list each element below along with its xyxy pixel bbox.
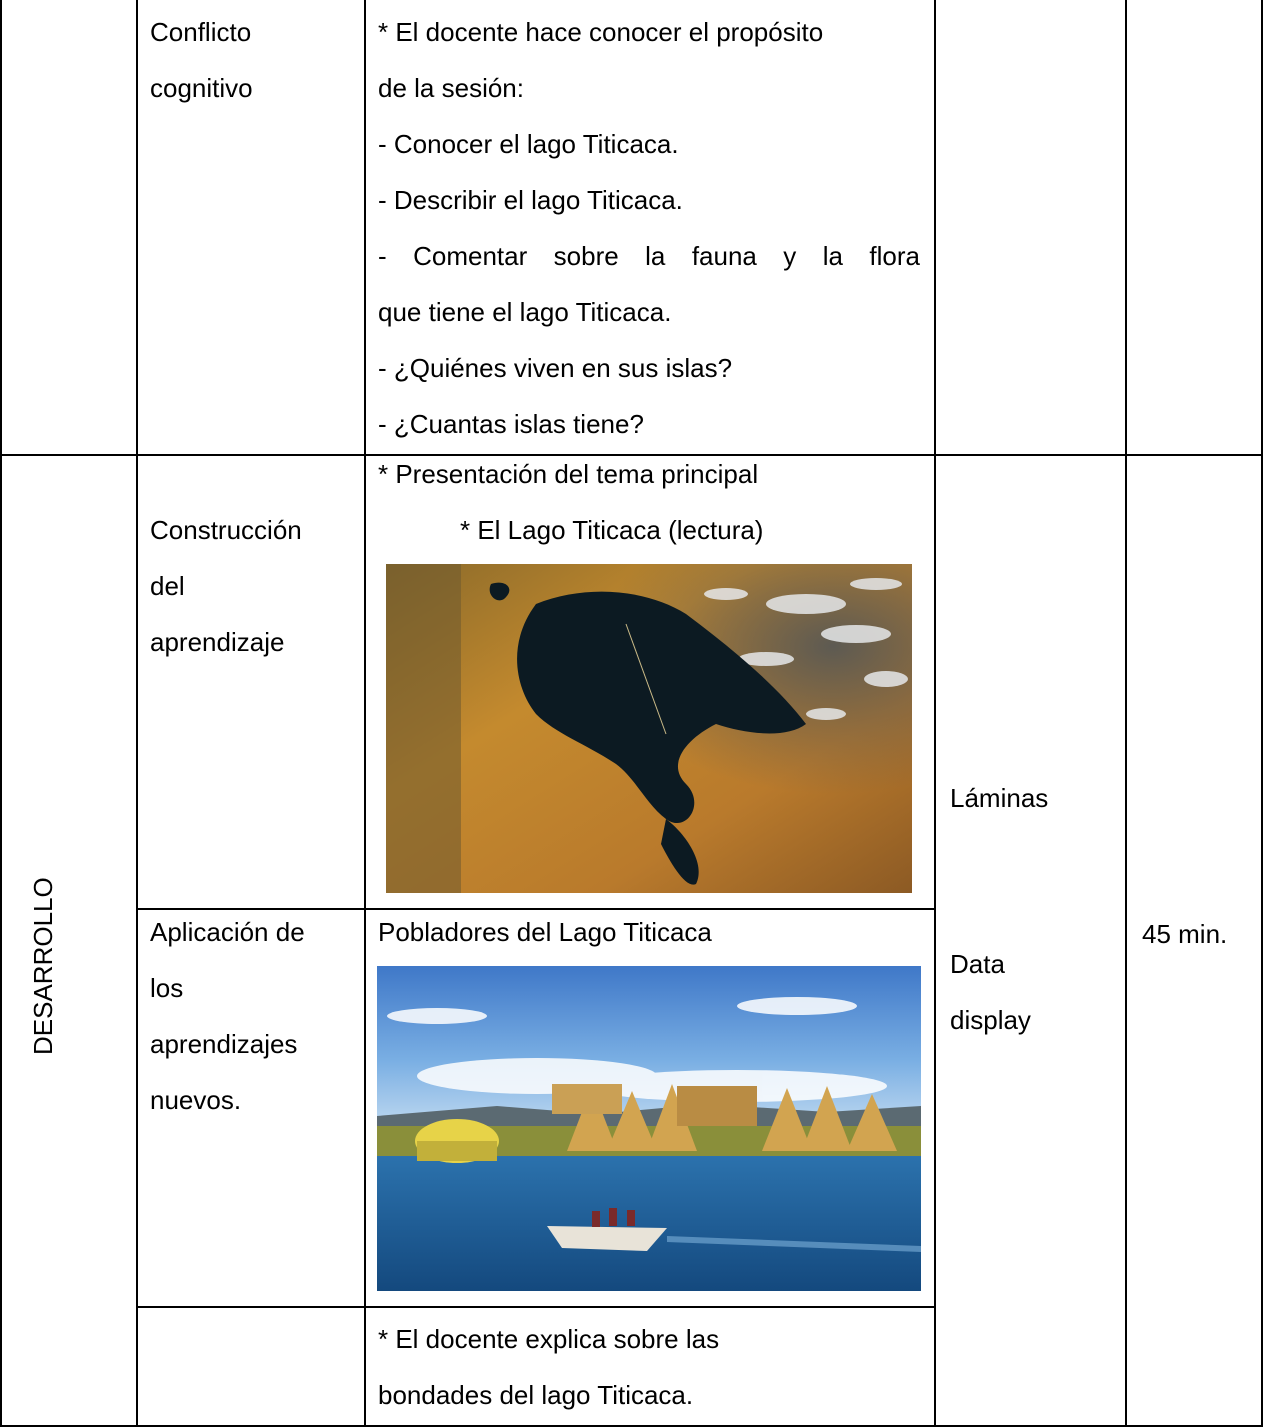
activity-line: * El docente explica sobre las <box>378 1324 720 1354</box>
stage-label-line: Aplicación de <box>150 917 305 947</box>
stage-label-line: nuevos. <box>150 1085 242 1115</box>
activity-line: - Comentar sobre la fauna y la flora <box>378 241 920 271</box>
table-border-col1 <box>136 0 138 1427</box>
activity-line: bondades del lago Titicaca. <box>378 1380 694 1410</box>
resource-item: display <box>950 1005 1031 1035</box>
lake-titicaca-satellite-image <box>386 564 912 893</box>
time-value: 45 min. <box>1142 919 1228 949</box>
activity-line: * El docente hace conocer el propósito <box>378 17 824 47</box>
stage-label-line: Construcción <box>150 515 302 545</box>
stage-label-line: Conflicto <box>150 17 252 47</box>
row-divider-3 <box>136 1306 936 1308</box>
table-border-col2 <box>364 0 366 1427</box>
activity-line: - Conocer el lago Titicaca. <box>378 129 679 159</box>
table-border-col4 <box>1125 0 1127 1427</box>
phase-label: DESARROLLO <box>28 877 58 1055</box>
activity-line: - ¿Quiénes viven en sus islas? <box>378 353 733 383</box>
activity-line: * El Lago Titicaca (lectura) <box>460 515 764 545</box>
resource-item: Data <box>950 949 1005 979</box>
activity-line: de la sesión: <box>378 73 524 103</box>
activity-line: * Presentación del tema principal <box>378 459 759 489</box>
activity-line: Pobladores del Lago Titicaca <box>378 917 712 947</box>
stage-label-line: aprendizajes <box>150 1029 298 1059</box>
table-border-col3 <box>934 0 936 1427</box>
activity-line: - ¿Cuantas islas tiene? <box>378 409 644 439</box>
stage-label-line: cognitivo <box>150 73 253 103</box>
stage-label-line: del <box>150 571 185 601</box>
activity-line: - Describir el lago Titicaca. <box>378 185 683 215</box>
table-border-left <box>0 0 2 1427</box>
uros-islands-photo <box>377 966 921 1291</box>
resource-item: Láminas <box>950 783 1049 813</box>
stage-label-line: aprendizaje <box>150 627 285 657</box>
stage-label-line: los <box>150 973 184 1003</box>
activity-line: que tiene el lago Titicaca. <box>378 297 672 327</box>
